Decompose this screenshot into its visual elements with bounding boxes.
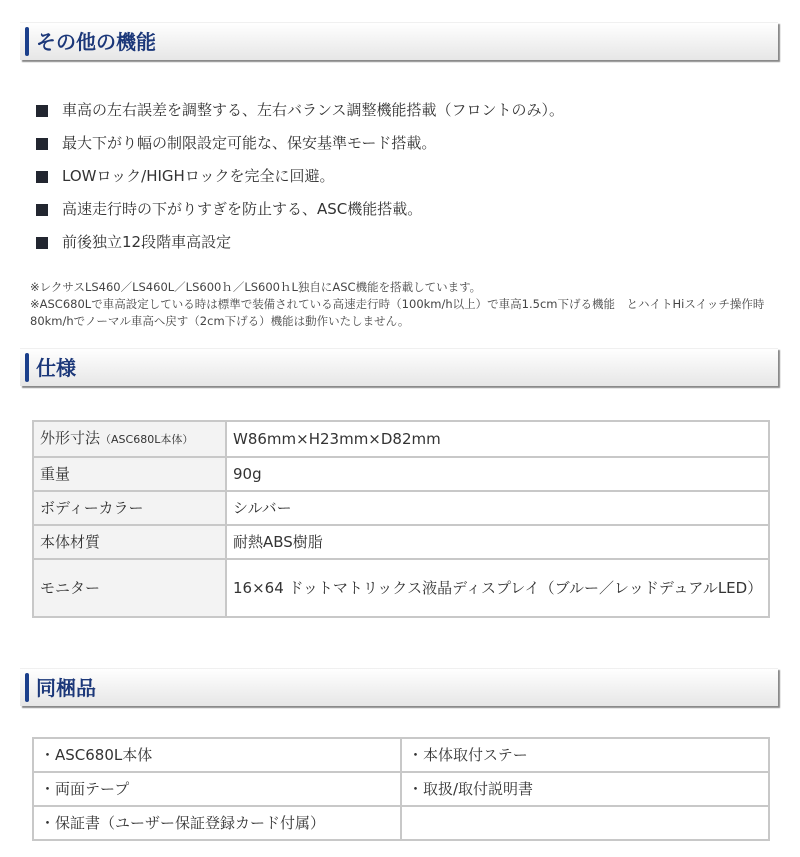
list-item — [36, 127, 564, 160]
contents-item: ・保証書（ユーザー保証登録カード付属） — [33, 806, 401, 840]
square-bullet-icon — [36, 138, 48, 150]
header-accent-bar — [25, 673, 29, 702]
feature-text: 車高の左右誤差を調整する、左右バランス調整機能搭載（フロントのみ）。 — [62, 101, 565, 119]
spec-label — [33, 421, 226, 457]
table-row — [33, 738, 769, 772]
table-row — [33, 491, 769, 525]
table-row — [33, 806, 769, 840]
section-title-specs: 仕様 — [36, 356, 76, 380]
spec-label: 本体材質 — [33, 525, 226, 559]
table-row — [33, 525, 769, 559]
feature-text: 最大下がり幅の制限設定可能な、保安基準モード搭載。 — [62, 134, 437, 152]
square-bullet-icon — [36, 237, 48, 249]
feature-text: 高速走行時の下がりすぎを防止する、ASC機能搭載。 — [62, 200, 423, 218]
spec-value: 90g — [226, 457, 769, 491]
list-item — [36, 94, 564, 127]
table-row — [33, 421, 769, 457]
square-bullet-icon — [36, 171, 48, 183]
list-item — [36, 160, 564, 193]
header-accent-bar — [25, 353, 29, 382]
spec-table — [32, 420, 770, 618]
table-row — [33, 772, 769, 806]
table-row — [33, 559, 769, 617]
footnotes — [30, 279, 776, 330]
contents-table — [32, 737, 770, 841]
spec-value: シルバー — [226, 491, 769, 525]
square-bullet-icon — [36, 105, 48, 117]
footnote: ※レクサスLS460／LS460L／LS600ｈ／LS600ｈL独自にASC機能を搭載しています。 — [30, 280, 482, 294]
feature-text: LOWロック/HIGHロックを完全に回避。 — [62, 167, 335, 185]
spec-label: ボディーカラー — [33, 491, 226, 525]
section-title-features: その他の機能 — [36, 30, 156, 54]
contents-item: ・両面テープ — [33, 772, 401, 806]
spec-label: 重量 — [33, 457, 226, 491]
feature-list — [36, 94, 564, 259]
section-header-features — [20, 22, 778, 60]
list-item — [36, 226, 564, 259]
section-header-specs — [20, 348, 778, 386]
table-row — [33, 457, 769, 491]
contents-item: ・取扱/取付説明書 — [401, 772, 769, 806]
section-title-contents: 同梱品 — [36, 676, 96, 700]
spec-label: モニター — [33, 559, 226, 617]
spec-value: 耐熱ABS樹脂 — [226, 525, 769, 559]
spec-value: 16×64 ドットマトリックス液晶ディスプレイ（ブルー／レッドデュアルLED） — [226, 559, 769, 617]
feature-text: 前後独立12段階車高設定 — [62, 233, 232, 251]
list-item — [36, 193, 564, 226]
contents-item: ・ASC680L本体 — [33, 738, 401, 772]
spec-label-text: 外形寸法 — [40, 429, 101, 447]
square-bullet-icon — [36, 204, 48, 216]
contents-item — [401, 806, 769, 840]
spec-label-sub: （ASC680L本体） — [100, 433, 194, 446]
spec-value: W86mm×H23mm×D82mm — [226, 421, 769, 457]
footnote: ※ASC680Lで車高設定している時は標準で装備されている高速走行時（100km/h以上）で車高1.5cm下げる機能 とハイトHiスイッチ操作時 80km/hでノーマル車高へ戻す（2cm下げる）機能は動作いたしません。 — [30, 297, 776, 328]
header-accent-bar — [25, 27, 29, 56]
contents-item: ・本体取付ステー — [401, 738, 769, 772]
section-header-contents — [20, 668, 778, 706]
